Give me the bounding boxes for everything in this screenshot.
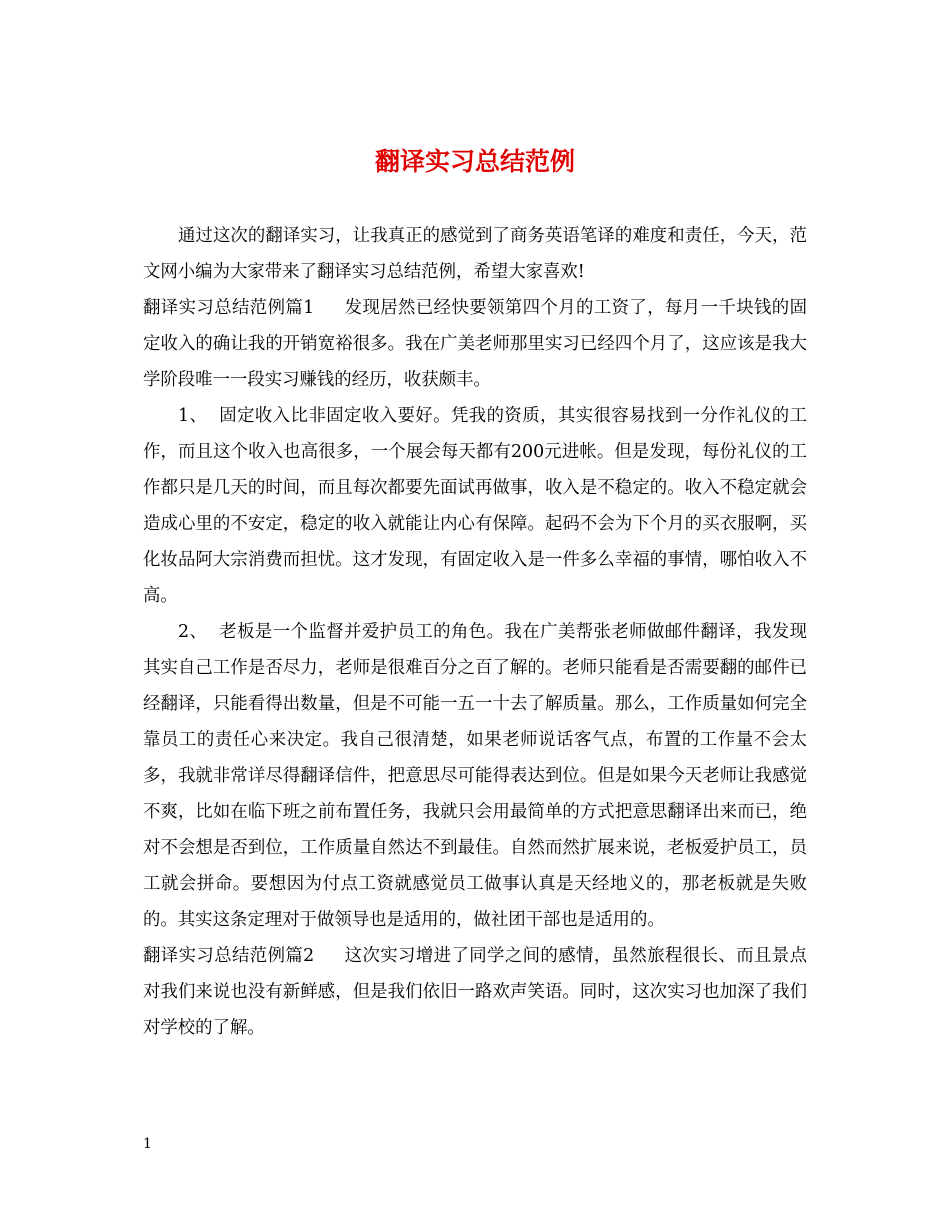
point-1-marker: 1、: [178, 406, 208, 426]
section-2-paragraph: [143, 938, 807, 1046]
point-2-paragraph: [143, 614, 807, 938]
section-1-text: 发现居然已经快要领第四个月的工资了，每月一千块钱的固定收入的确让我的开销宽裕很多。我在广美老师那里实习已经四个月了，这应该是我大学阶段唯一一段实习赚钱的经历，收获颇丰。: [143, 298, 807, 390]
section-2-heading: 翻译实习总结范例篇2: [143, 946, 315, 966]
point-2-marker: 2、: [178, 622, 208, 642]
point-1-text: 固定收入比非固定收入要好。凭我的资质，其实很容易找到一分作礼仪的工作，而且这个收入也高很多，一个展会每天都有200元进帐。但是发现，每份礼仪的工作都只是几天的时间，而且每次都要先面试再做事，收入是不稳定的。收入不稳定就会造成心里的不安定，稳定的收入就能让内心有保障。起码不会为下个月的买衣服啊，买化妆品阿大宗消费而担忧。这才发现，有固定收入是一件多么幸福的事情，哪怕收入不高。: [143, 406, 807, 606]
document-title: 翻译实习总结范例: [374, 147, 575, 176]
document-body: [143, 218, 807, 1046]
point-2-text: 老板是一个监督并爱护员工的角色。我在广美帮张老师做邮件翻译，我发现其实自己工作是否尽力，老师是很难百分之百了解的。老师只能看是否需要翻的邮件已经翻译，只能看得出数量，但是不可能一五一十去了解质量。那么，工作质量如何完全靠员工的责任心来决定。我自己很清楚，如果老师说话客气点，布置的工作量不会太多，我就非常详尽得翻译信件，把意思尽可能得表达到位。但是如果今天老师让我感觉不爽，比如在临下班之前布置任务，我就只会用最简单的方式把意思翻译出来而已，绝对不会想是否到位，工作质量自然达不到最佳。自然而然扩展来说，老板爱护员工，员工就会拼命。要想因为付点工资就感觉员工做事认真是天经地义的，那老板就是失败的。其实这条定理对于做领导也是适用的，做社团干部也是适用的。: [143, 622, 807, 930]
section-2-text: 这次实习增进了同学之间的感情，虽然旅程很长、而且景点对我们来说也没有新鲜感，但是我们依旧一路欢声笑语。同时，这次实习也加深了我们对学校的了解。: [143, 946, 807, 1038]
intro-paragraph: 通过这次的翻译实习，让我真正的感觉到了商务英语笔译的难度和责任，今天，范文网小编为大家带来了翻译实习总结范例，希望大家喜欢!: [143, 226, 807, 282]
section-1-paragraph: [143, 290, 807, 398]
page-number: 1: [143, 1136, 152, 1152]
point-1-paragraph: [143, 398, 807, 614]
section-1-heading: 翻译实习总结范例篇1: [143, 298, 315, 318]
